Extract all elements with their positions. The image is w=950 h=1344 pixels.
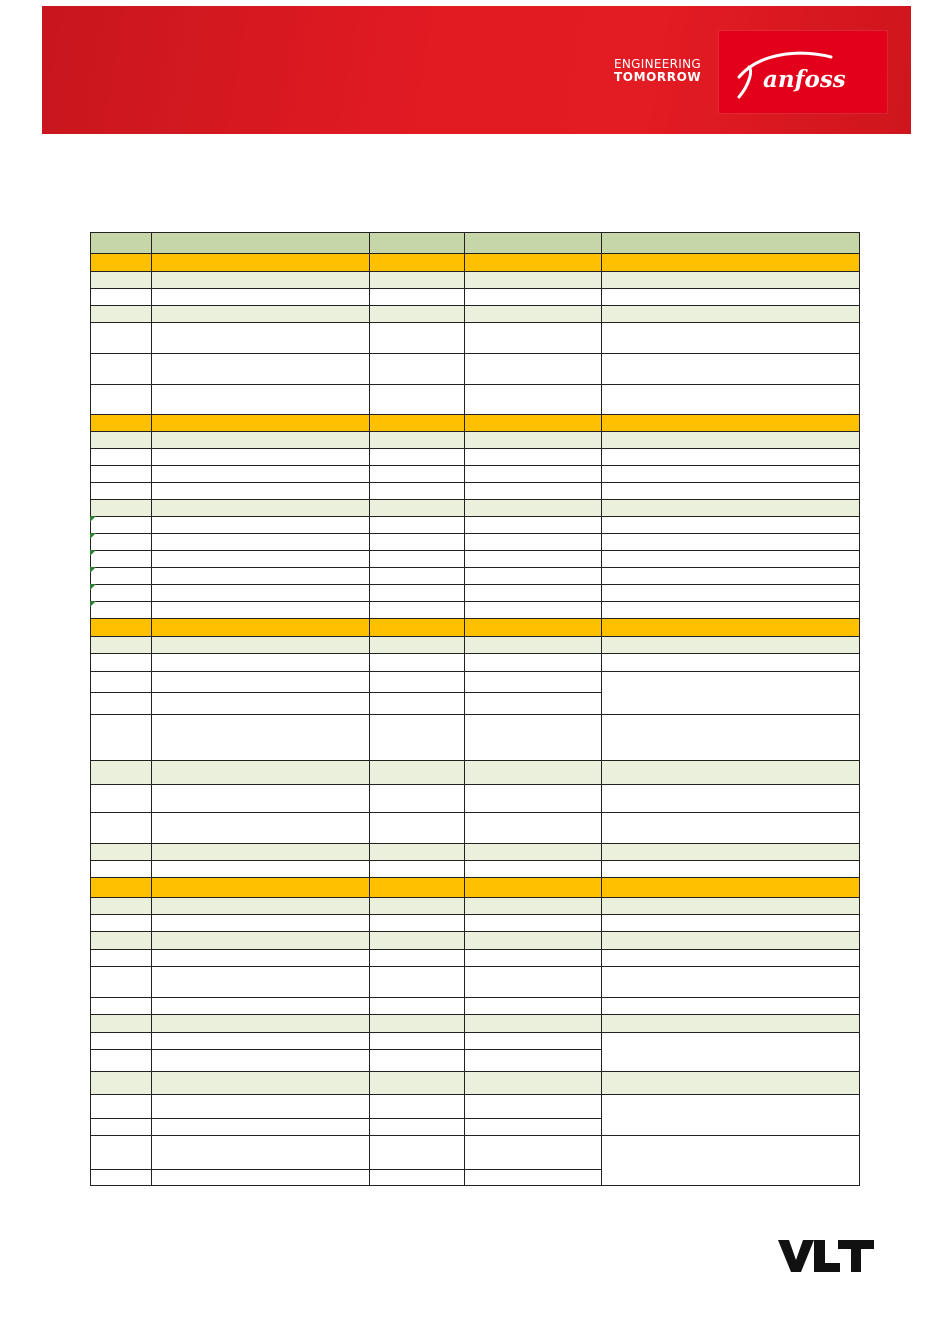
- brand-tagline: [614, 58, 701, 84]
- subsection-row: [91, 500, 860, 517]
- subsection-row: [91, 272, 860, 289]
- table-row: [91, 813, 860, 844]
- comment-marker: [91, 534, 152, 551]
- subsection-row: [91, 761, 860, 785]
- subsection-row: [91, 1072, 860, 1095]
- table-row: [91, 1033, 860, 1050]
- subsection-row: [91, 637, 860, 654]
- table-row: [91, 585, 860, 602]
- header-cell: [465, 233, 602, 254]
- table-row: [91, 534, 860, 551]
- table-row: [91, 715, 860, 761]
- table-row: [91, 354, 860, 385]
- table-row: [91, 967, 860, 998]
- comment-marker: [91, 517, 152, 534]
- table-row: [91, 466, 860, 483]
- table-row: [91, 915, 860, 932]
- table-row: [91, 785, 860, 813]
- header-banner: [42, 6, 911, 134]
- danfoss-logo: [719, 31, 887, 113]
- subsection-row: [91, 1015, 860, 1033]
- svg-text:anfoss: anfoss: [763, 66, 846, 93]
- table-row: [91, 672, 860, 693]
- subsection-row: [91, 932, 860, 950]
- parameter-table: [90, 232, 860, 1186]
- subsection-row: [91, 898, 860, 915]
- tagline-line-1: ENGINEERING: [614, 57, 701, 71]
- merged-cell: [602, 672, 860, 715]
- table-row: [91, 950, 860, 967]
- table-row: [91, 1136, 860, 1170]
- merged-cell: [602, 1136, 860, 1186]
- comment-marker: [91, 602, 152, 619]
- comment-marker: [91, 568, 152, 585]
- subsection-row: [91, 844, 860, 861]
- tagline-line-2: TOMORROW: [614, 70, 702, 85]
- table-row: [91, 861, 860, 878]
- header-cell: [370, 233, 465, 254]
- table-row: [91, 654, 860, 672]
- table-header-row: [91, 233, 860, 254]
- table-row: [91, 602, 860, 619]
- table-row: [91, 449, 860, 466]
- table-row: [91, 551, 860, 568]
- comment-marker: [91, 551, 152, 568]
- comment-marker: [91, 585, 152, 602]
- header-cell: [152, 233, 370, 254]
- table-row: [91, 385, 860, 415]
- table-row: [91, 323, 860, 354]
- section-row: [91, 415, 860, 432]
- table-row: [91, 568, 860, 585]
- table-row: [91, 998, 860, 1015]
- table-row: [91, 1095, 860, 1119]
- subsection-row: [91, 306, 860, 323]
- merged-cell: [602, 1095, 860, 1136]
- vlt-logo: [778, 1236, 874, 1279]
- merged-cell: [602, 1033, 860, 1072]
- table-row: [91, 289, 860, 306]
- section-row: [91, 878, 860, 898]
- section-row: [91, 254, 860, 272]
- header-cell: [602, 233, 860, 254]
- table-row: [91, 483, 860, 500]
- table-row: [91, 517, 860, 534]
- section-row: [91, 619, 860, 637]
- subsection-row: [91, 432, 860, 449]
- header-cell: [91, 233, 152, 254]
